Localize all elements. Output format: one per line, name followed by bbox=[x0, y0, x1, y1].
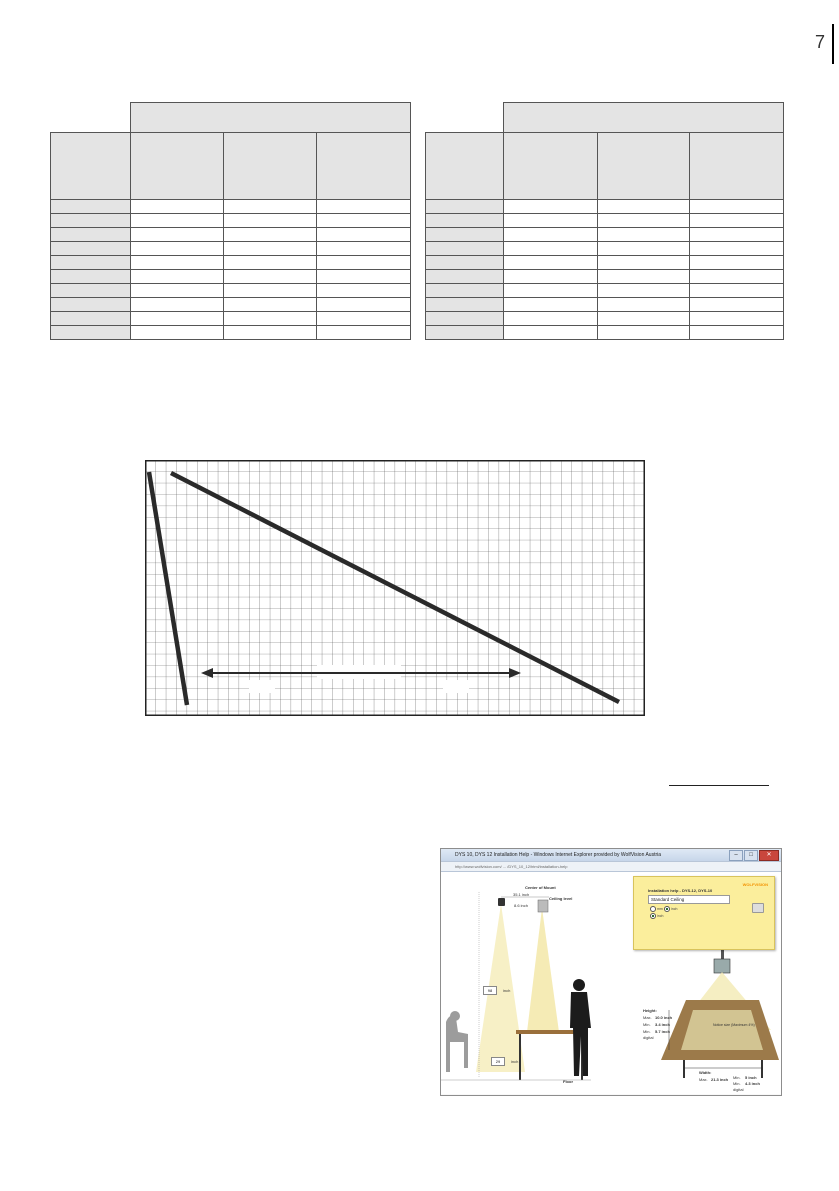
address-bar[interactable]: http://www.wolfvision.com/ ... /DYS_10_12/html/installation-help bbox=[441, 861, 781, 872]
table-cell bbox=[690, 284, 784, 298]
drop-value: 8.6 inch bbox=[514, 903, 529, 908]
table-row-label-cell bbox=[426, 228, 504, 242]
table-row bbox=[51, 228, 411, 242]
table-cell bbox=[130, 270, 223, 284]
table-cell bbox=[503, 270, 597, 284]
table-cell bbox=[317, 242, 411, 256]
help-panel-title: Installation help - DYS-12, DYS-10 bbox=[648, 888, 713, 893]
arrow-marker-box bbox=[443, 680, 469, 693]
unit-option-inch-2[interactable]: inch bbox=[650, 913, 663, 919]
table-cell bbox=[503, 200, 597, 214]
table-cell bbox=[130, 228, 223, 242]
table-cell bbox=[317, 284, 411, 298]
table-row-label-cell bbox=[51, 298, 131, 312]
width-min-digital-value: 4.3 inch bbox=[745, 1081, 760, 1086]
notice-size-label: Notice size (Maximum 4%) bbox=[713, 1023, 755, 1027]
table-cell bbox=[223, 270, 317, 284]
height-input[interactable]: 98 bbox=[483, 986, 497, 995]
minimize-icon[interactable]: – bbox=[729, 850, 743, 861]
table-row-label-cell bbox=[51, 256, 131, 270]
table-cell bbox=[130, 326, 223, 340]
ceiling-level-label: Ceiling level bbox=[549, 896, 573, 901]
table-cell bbox=[130, 298, 223, 312]
height-max-value: 10.0 inch bbox=[655, 1015, 673, 1020]
table-row-label-cell bbox=[51, 270, 131, 284]
unit-option-inch[interactable]: inch bbox=[664, 906, 677, 912]
table-row bbox=[426, 298, 784, 312]
width-min-value: 5 inch bbox=[745, 1075, 757, 1080]
table-row bbox=[426, 256, 784, 270]
maximize-icon[interactable]: □ bbox=[744, 850, 758, 861]
table-cell bbox=[503, 242, 597, 256]
table-cell bbox=[317, 270, 411, 284]
table-row-label-cell bbox=[426, 298, 504, 312]
unit-option-mm[interactable]: mm bbox=[650, 906, 663, 912]
table-height-input[interactable]: 29 bbox=[491, 1057, 505, 1066]
table-cell bbox=[223, 242, 317, 256]
table-cell bbox=[503, 256, 597, 270]
table-row-label-cell bbox=[426, 200, 504, 214]
table-row-label-cell bbox=[51, 312, 131, 326]
table-cell bbox=[597, 270, 690, 284]
table-row bbox=[51, 214, 411, 228]
page-contents bbox=[441, 872, 781, 1094]
height-min-digital-label: Min. bbox=[643, 1029, 651, 1034]
table-cell bbox=[597, 298, 690, 312]
table-row bbox=[426, 214, 784, 228]
window-title: DYS 10, DYS 12 Installation Help - Windows Internet Explorer provided by WolfVision Austria bbox=[455, 852, 662, 858]
height-min-label: Min. bbox=[643, 1022, 651, 1027]
table-height-unit: inch bbox=[511, 1059, 519, 1064]
table-cell bbox=[503, 298, 597, 312]
table-row bbox=[51, 242, 411, 256]
table-col-header bbox=[690, 133, 784, 200]
table-cell bbox=[130, 284, 223, 298]
table-cell bbox=[130, 312, 223, 326]
table-cell bbox=[317, 298, 411, 312]
height-digital-label: digital bbox=[643, 1035, 654, 1040]
table-row bbox=[51, 326, 411, 340]
table-cell bbox=[597, 242, 690, 256]
table-cell bbox=[503, 284, 597, 298]
margin-mark bbox=[832, 24, 834, 64]
table-group-header bbox=[130, 103, 410, 133]
close-icon[interactable]: ✕ bbox=[759, 850, 779, 861]
table-cell bbox=[223, 200, 317, 214]
table-col-header bbox=[503, 133, 597, 200]
table-row-label-cell bbox=[426, 256, 504, 270]
table-row-label-cell bbox=[51, 326, 131, 340]
table-cell bbox=[597, 200, 690, 214]
table-col-header bbox=[223, 133, 317, 200]
height-min-digital-value: 5.7 inch bbox=[655, 1029, 670, 1034]
height-min-value: 3.4 inch bbox=[655, 1022, 670, 1027]
table-row bbox=[426, 228, 784, 242]
table-row bbox=[426, 270, 784, 284]
table-cell bbox=[503, 312, 597, 326]
table-cell bbox=[503, 214, 597, 228]
table-group-header bbox=[503, 103, 783, 133]
brand-logo: WOLFVISION bbox=[742, 882, 768, 887]
table-col-header bbox=[597, 133, 690, 200]
page-number: 7 bbox=[815, 32, 826, 52]
table-row-label-cell bbox=[426, 326, 504, 340]
distance-diagram bbox=[145, 460, 645, 716]
height-max-label: Max. bbox=[643, 1015, 652, 1020]
table-row bbox=[426, 200, 784, 214]
table-row bbox=[426, 312, 784, 326]
table-cell bbox=[223, 312, 317, 326]
table-row-label-cell bbox=[426, 270, 504, 284]
table-row-label-cell bbox=[51, 228, 131, 242]
width-max-label: Max. bbox=[699, 1077, 708, 1082]
height-unit: inch bbox=[503, 988, 511, 993]
table-cell bbox=[597, 228, 690, 242]
table-row-label-cell bbox=[51, 214, 131, 228]
table-row-header bbox=[51, 133, 131, 200]
offset-value: 35.1 inch bbox=[513, 892, 530, 897]
table-row bbox=[51, 298, 411, 312]
center-of-mount-label: Center of Mount bbox=[525, 885, 556, 890]
table-cell bbox=[690, 214, 784, 228]
table-row-label-cell bbox=[426, 312, 504, 326]
installation-help-screenshot bbox=[440, 848, 782, 1096]
table-cell bbox=[130, 256, 223, 270]
floor-label: Floor bbox=[563, 1079, 573, 1084]
width-digital-label: digital bbox=[733, 1087, 744, 1092]
width-title: Width: bbox=[699, 1070, 712, 1075]
table-cell bbox=[597, 256, 690, 270]
table-cell bbox=[223, 214, 317, 228]
table-cell bbox=[317, 214, 411, 228]
table-cell bbox=[597, 214, 690, 228]
table-cell bbox=[223, 256, 317, 270]
table-cell bbox=[130, 242, 223, 256]
table-cell bbox=[690, 298, 784, 312]
table-cell bbox=[690, 242, 784, 256]
table-row-label-cell bbox=[426, 242, 504, 256]
table-cell bbox=[690, 228, 784, 242]
table-cell bbox=[503, 228, 597, 242]
table-row bbox=[51, 284, 411, 298]
height-title: Height: bbox=[643, 1008, 657, 1013]
printer-icon[interactable] bbox=[752, 903, 764, 913]
installation-help-panel bbox=[633, 876, 775, 950]
table-cell bbox=[223, 284, 317, 298]
table-cell bbox=[690, 256, 784, 270]
window-titlebar bbox=[441, 849, 781, 861]
width-max-value: 21.3 inch bbox=[711, 1077, 729, 1082]
table-cell bbox=[317, 326, 411, 340]
link-underline[interactable] bbox=[669, 785, 769, 786]
table-col-header bbox=[130, 133, 223, 200]
table-cell bbox=[690, 270, 784, 284]
table-cell bbox=[503, 326, 597, 340]
table-row-label-cell bbox=[51, 200, 131, 214]
table-cell bbox=[130, 200, 223, 214]
table-col-header bbox=[317, 133, 411, 200]
table-cell bbox=[690, 312, 784, 326]
arrow-marker-box bbox=[249, 680, 275, 693]
table-cell bbox=[317, 312, 411, 326]
table-row bbox=[426, 242, 784, 256]
ceiling-type-select[interactable]: Standard Ceiling bbox=[648, 895, 730, 904]
table-cell bbox=[597, 312, 690, 326]
table-row bbox=[51, 200, 411, 214]
width-min-digital-label: Min. bbox=[733, 1081, 741, 1086]
table-row-label-cell bbox=[426, 284, 504, 298]
table-cell bbox=[223, 228, 317, 242]
table-row-label-cell bbox=[426, 214, 504, 228]
table-row bbox=[426, 284, 784, 298]
table-cell bbox=[130, 214, 223, 228]
table-row bbox=[51, 270, 411, 284]
table-row-label-cell bbox=[51, 284, 131, 298]
table-cell bbox=[223, 326, 317, 340]
table-row-label-cell bbox=[51, 242, 131, 256]
table-cell bbox=[223, 298, 317, 312]
table-row bbox=[51, 312, 411, 326]
width-min-label: Min. bbox=[733, 1075, 741, 1080]
table-cell bbox=[317, 228, 411, 242]
table-row bbox=[51, 256, 411, 270]
table-row-header bbox=[426, 133, 504, 200]
spec-table-left bbox=[50, 102, 411, 340]
table-row bbox=[426, 326, 784, 340]
spec-table-right bbox=[425, 102, 784, 340]
table-cell bbox=[597, 326, 690, 340]
table-cell bbox=[317, 256, 411, 270]
table-cell bbox=[690, 326, 784, 340]
table-cell bbox=[690, 200, 784, 214]
table-cell bbox=[597, 284, 690, 298]
table-cell bbox=[317, 200, 411, 214]
